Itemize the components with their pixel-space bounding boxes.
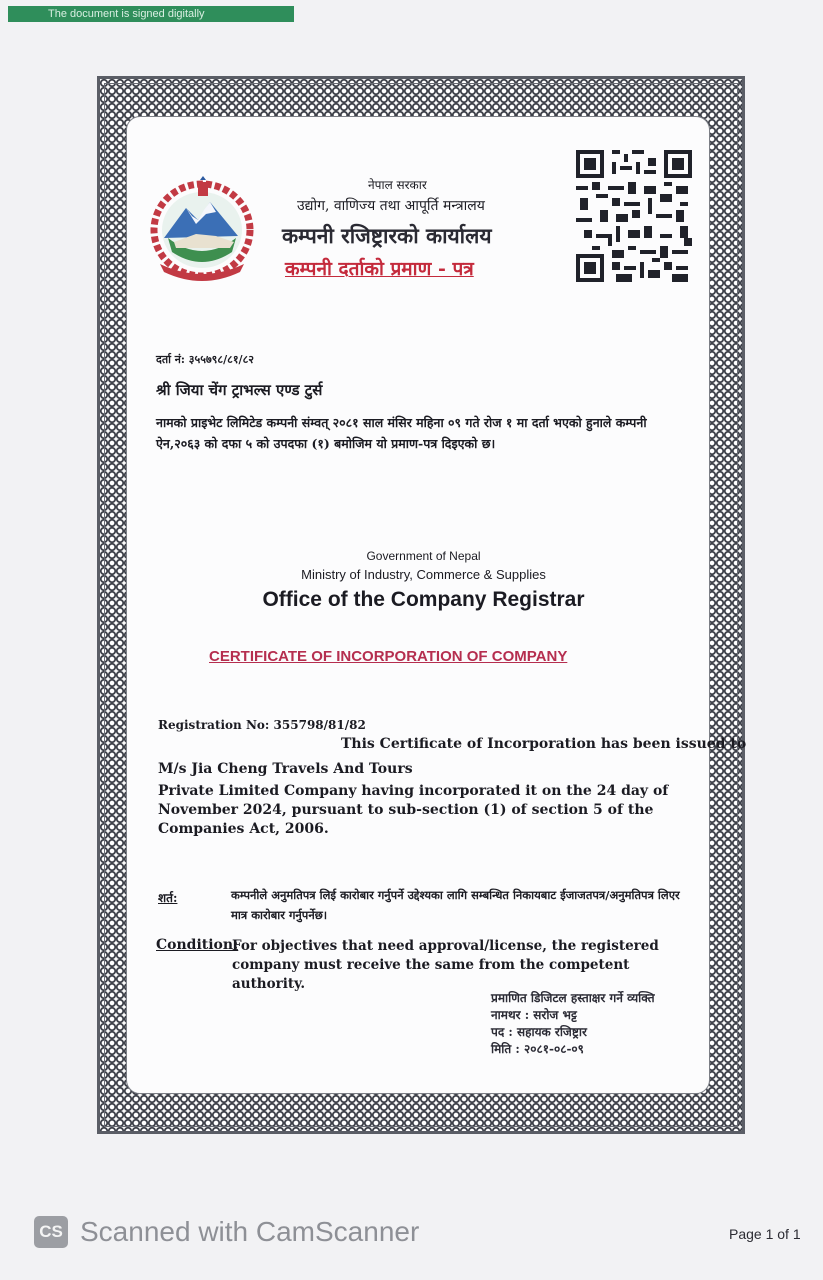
nepali-condition-text: कम्पनीले अनुमतिपत्र लिई कारोबार गर्नुपर्ने उद्देश्यका लागि सम्बन्धित निकायबाट ईजाजतपत्र/अनुमतिपत्र लिएर मात्र कारोबार गर्नुपर्नेछ। xyxy=(231,888,680,922)
nepali-condition-label: शर्त: xyxy=(158,891,178,905)
signature-date: मिति : २०८१-०८-०९ xyxy=(491,1042,584,1056)
nepali-certificate-text: नामको प्राइभेट लिमिटेड कम्पनी संम्वत् २०८१ साल मंसिर महिना ०९ गते रोज १ मा दर्ता भएको हुनाले कम्पनी ऐन,२०६३ को दफा ५ को उपदफा (१) बमोजिम यो प्रमाण-पत्र दिइएको छ। xyxy=(156,415,647,451)
english-government-heading: Government of Nepal xyxy=(366,549,481,563)
nepal-emblem-icon xyxy=(146,172,258,284)
signatory-designation: पद : सहायक रजिष्ट्रार xyxy=(491,1025,587,1039)
qr-code-icon xyxy=(576,150,692,282)
camscanner-logo-icon: CS xyxy=(34,1216,68,1248)
english-office-heading: Office of the Company Registrar xyxy=(262,588,585,611)
nepali-registration-number: दर्ता नं: ३५५७९८/८१/८२ xyxy=(156,353,255,366)
nepali-government-heading: नेपाल सरकार xyxy=(368,178,427,192)
english-company-name: M/s Jia Cheng Travels And Tours xyxy=(158,761,413,777)
english-registration-number: Registration No: 355798/81/82 xyxy=(158,718,366,732)
nepali-ministry-heading: उद्योग, वाणिज्य तथा आपूर्ति मन्त्रालय xyxy=(297,198,485,214)
camscanner-watermark: Scanned with CamScanner xyxy=(80,1216,420,1247)
signature-title: प्रमाणित डिजिटल हस्ताक्षर गर्ने व्यक्ति xyxy=(491,991,655,1005)
english-issued-line: This Certificate of Incorporation has been issued to xyxy=(341,736,747,752)
nepali-office-heading: कम्पनी रजिष्ट्रारको कार्यालय xyxy=(282,223,492,248)
english-certificate-title: CERTIFICATE OF INCORPORATION OF COMPANY xyxy=(209,648,568,665)
page-number: Page 1 of 1 xyxy=(729,1226,801,1242)
digital-signature-block xyxy=(491,990,655,1058)
english-condition-label: Condition: xyxy=(156,937,239,953)
english-condition-text: For objectives that need approval/license, the registered company must receive the same from the competent authority. xyxy=(232,938,659,992)
english-certificate-text: Private Limited Company having incorporated it on the 24 day of November 2024, pursuant to sub-section (1) of section 5 of the Companies Act, 2006. xyxy=(158,783,669,837)
english-ministry-heading: Ministry of Industry, Commerce & Supplies xyxy=(301,567,546,582)
signatory-name: नामथर : सरोज भट्ट xyxy=(491,1008,577,1022)
nepali-certificate-title: कम्पनी दर्ताको प्रमाण - पत्र xyxy=(285,258,474,280)
nepali-company-name: श्री जिया चेंग ट्राभल्स एण्ड टुर्स xyxy=(156,381,323,399)
digital-signature-banner: The document is signed digitally xyxy=(8,6,294,22)
